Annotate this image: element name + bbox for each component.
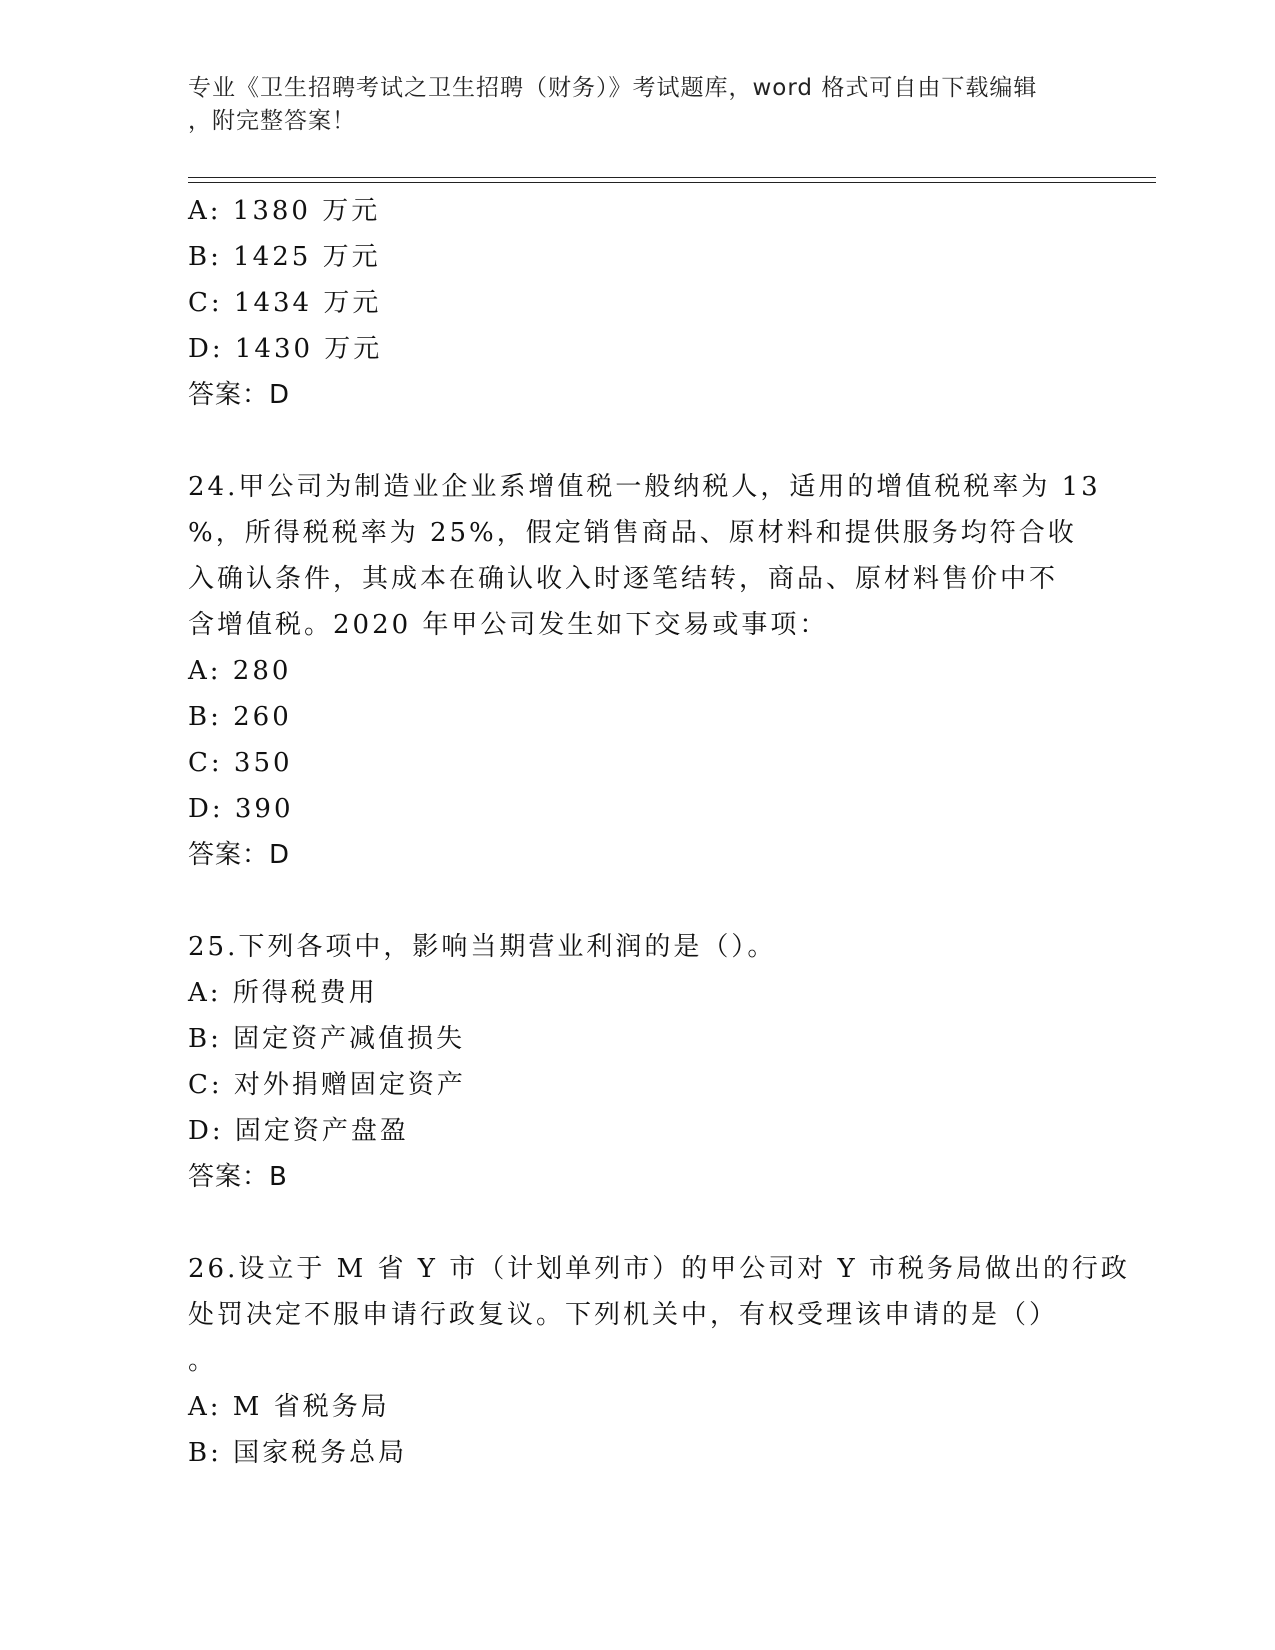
question-list: [188, 188, 1130, 1476]
document-header: [188, 72, 1068, 138]
question-26: [188, 1246, 1130, 1476]
header-line-1: 专业《卫生招聘考试之卫生招聘（财务）》考试题库，word 格式可自由下载编辑: [188, 75, 1038, 101]
answer: 答案：D: [188, 380, 291, 410]
question-stem-line: %，所得税税率为 25%，假定销售商品、原材料和提供服务均符合收: [188, 518, 1077, 548]
option-a: A: M 省税务局: [188, 1392, 390, 1422]
question-stem-line: 24.甲公司为制造业企业系增值税一般纳税人，适用的增值税税率为 13: [188, 472, 1101, 502]
option-b: B: 固定资产减值损失: [188, 1024, 466, 1054]
header-divider-top: [188, 177, 1156, 178]
question-24: [188, 464, 1101, 878]
question-stem-line: 处罚决定不服申请行政复议。下列机关中，有权受理该申请的是（）: [188, 1300, 1059, 1330]
answer: 答案：B: [188, 1162, 288, 1192]
option-b: B: 260: [188, 702, 292, 732]
option-c: C: 350: [188, 748, 293, 778]
question-stem-line: 入确认条件，其成本在确认收入时逐笔结转，商品、原材料售价中不: [188, 564, 1059, 594]
option-a: A: 1380 万元: [188, 196, 381, 226]
spacer: [188, 878, 1088, 924]
option-a: A: 所得税费用: [188, 978, 378, 1008]
header-divider-bottom: [188, 182, 1156, 183]
option-d: D: 固定资产盘盈: [188, 1116, 409, 1146]
header-line-2: ，附完整答案！: [188, 108, 356, 134]
answer: 答案：D: [188, 840, 291, 870]
question-stem-line: 含增值税。2020 年甲公司发生如下交易或事项：: [188, 610, 829, 640]
question-23: [188, 188, 1088, 418]
spacer: [188, 1200, 1088, 1246]
question-stem-line: 。: [188, 1346, 218, 1376]
spacer: [188, 418, 1088, 464]
option-a: A: 280: [188, 656, 292, 686]
option-c: C: 1434 万元: [188, 288, 382, 318]
option-d: D: 1430 万元: [188, 334, 383, 364]
option-d: D: 390: [188, 794, 294, 824]
question-25: [188, 924, 1088, 1200]
option-b: B: 国家税务总局: [188, 1438, 408, 1468]
option-c: C: 对外捐赠固定资产: [188, 1070, 466, 1100]
question-stem-line: 25.下列各项中，影响当期营业利润的是（）。: [188, 932, 777, 962]
question-stem-line: 26.设立于 M 省 Y 市（计划单列市）的甲公司对 Y 市税务局做出的行政: [188, 1254, 1130, 1284]
option-b: B: 1425 万元: [188, 242, 381, 272]
